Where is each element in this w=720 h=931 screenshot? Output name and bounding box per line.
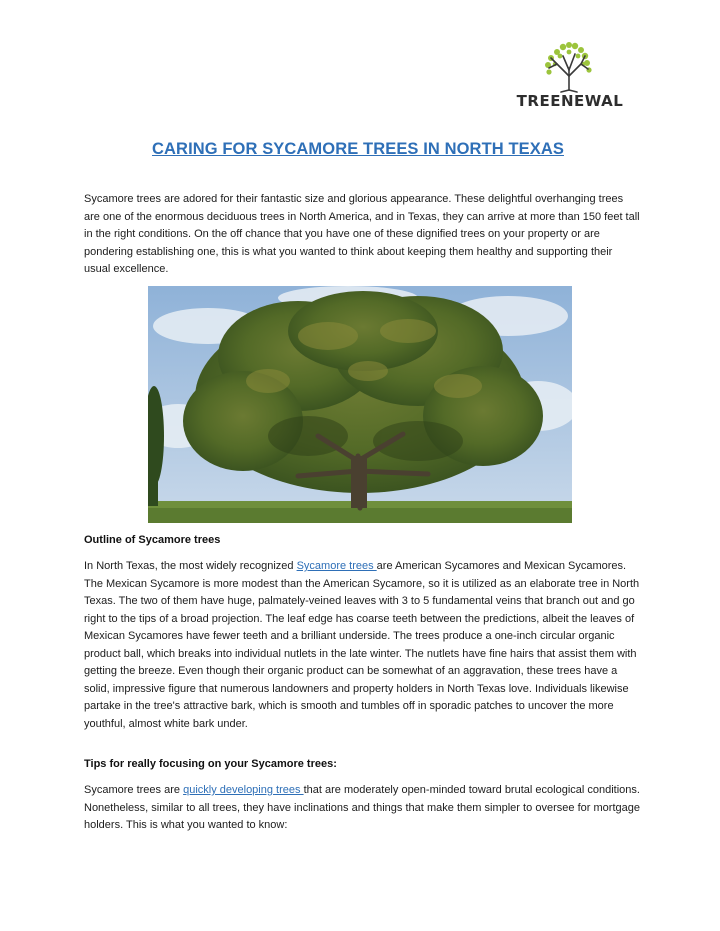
tips-paragraph [84,782,640,835]
treenewal-logo [505,42,635,118]
sycamore-tree-photo [148,286,572,523]
tips-text-before-link: Sycamore trees are [84,784,184,796]
logo-text-n: N [560,92,575,110]
quickly-developing-trees-link[interactable]: quickly developing trees [183,784,304,796]
section-heading-tips: Tips for really focusing on your Sycamore trees: [84,758,337,770]
article-title: CARING FOR SYCAMORE TREES IN NORTH TEXAS [152,140,564,158]
logo-wordmark [505,92,635,110]
logo-text-left: TREE [516,92,561,110]
tips-text-after-link: that are moderately open-minded toward brutal ecological conditions. Nonetheless, similar to all trees, they have inclinations and things that make them simpler to oversee for mortgage holders. This is what you wanted to know: [84,784,640,831]
outline-text-before-link: In North Texas, the most widely recognized [84,560,297,572]
sycamore-trees-link[interactable]: Sycamore trees [296,560,377,572]
logo-text-right: EWAL [574,92,624,110]
outline-text-after-link: are American Sycamores and Mexican Sycamores. The Mexican Sycamore is more modest than the American Sycamore, so it is utilized as an elaborate tree in North Texas. The two of them have huge, palmately-veined leaves with 3 to 5 fundamental veins that branch out and go right to the tips of a broad projection. The leaf edge has coarse teeth between the predictions, albeit the leaves of Mexican Sycamores have fewer teeth and a brilliant underside. The trees produce a one-inch circular organic product ball, which breaks into individual nutlets in the late winter. The nutlets have fine hairs that assist them with getting the breeze. Even though their organic product can be somewhat of an aggravation, these trees have a solid, impressive figure that numerous landowners and property holders in North Texas love. Individuals likewise partake in the tree's attractive bark, which is smooth and tumbles off in sporadic patches to uncover the more youthful, almost white bark under. [84,560,640,730]
intro-paragraph: Sycamore trees are adored for their fantastic size and glorious appearance. These delightful overhanging trees are one of the enormous deciduous trees in North America, and in Texas, they can arrive at more than 150 feet tall in the right conditions. On the off chance that you have one of these dignified trees on your property or are pondering establishing one, this is what you wanted to think about keeping them healthy and supporting their usual excellence. [84,193,640,275]
outline-paragraph [84,558,640,733]
tree-logo-icon [505,42,635,94]
section-heading-outline: Outline of Sycamore trees [84,534,221,546]
